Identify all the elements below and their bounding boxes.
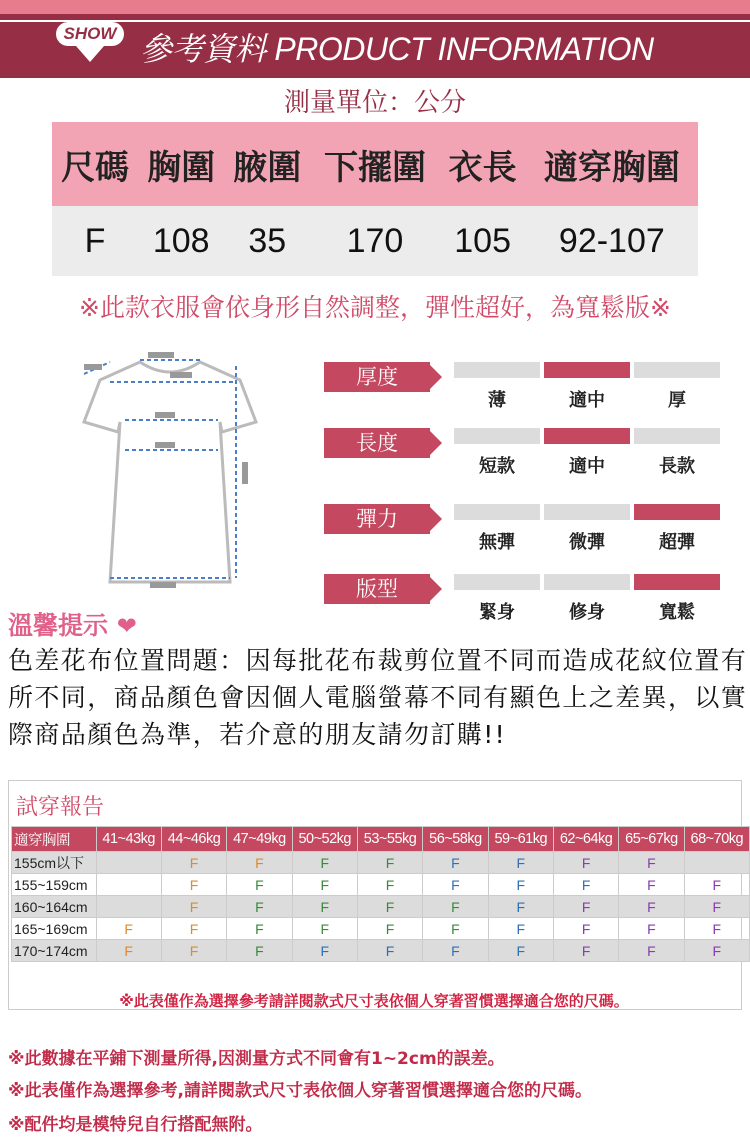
attr-segment-selected (634, 504, 720, 520)
report-cell: F (684, 896, 749, 918)
attr-segment (454, 574, 540, 590)
report-row-label: 170~174cm (12, 940, 97, 962)
size-cell: 105 (440, 206, 526, 276)
report-weight-header: 68~70kg (684, 827, 749, 852)
report-cell: F (684, 874, 749, 896)
attr-segment-selected (634, 574, 720, 590)
banner-top-stripe (0, 0, 750, 14)
size-cell: 35 (224, 206, 310, 276)
dress-diagram-icon (70, 352, 270, 590)
report-header-label: 適穿胸圍 (12, 827, 97, 852)
report-cell: F (357, 874, 422, 896)
heart-icon: ❤ (116, 612, 137, 640)
report-cell: F (357, 896, 422, 918)
size-cell: F (52, 206, 138, 276)
attr-segment-selected (544, 428, 630, 444)
report-weight-header: 65~67kg (619, 827, 684, 852)
report-cell: F (227, 852, 292, 874)
report-weight-header: 41~43kg (96, 827, 161, 852)
show-label: SHOW (63, 24, 117, 43)
report-cell: F (488, 918, 553, 940)
attr-label: 版型 (324, 574, 430, 604)
report-cell: F (619, 918, 684, 940)
tips-title-text: 溫馨提示 (8, 611, 109, 640)
report-weight-header: 44~46kg (161, 827, 226, 852)
report-cell: F (161, 852, 226, 874)
attr-label: 長度 (324, 428, 430, 458)
report-cell: F (619, 940, 684, 962)
report-row (12, 896, 750, 918)
report-cell: F (227, 896, 292, 918)
report-cell: F (423, 874, 488, 896)
report-cell: F (292, 940, 357, 962)
show-tab (56, 22, 124, 46)
report-cell: F (553, 852, 618, 874)
attr-option: 微彈 (569, 532, 605, 553)
attr-option: 薄 (488, 390, 506, 411)
attr-option: 厚 (668, 390, 686, 411)
size-table (52, 122, 698, 276)
arrow-right-icon (430, 365, 442, 389)
tips-body: 色差花布位置問題：因每批花布裁剪位置不同而造成花紋位置有所不同，商品顏色會因個人電腦螢幕不同有顯色上之差異，以實際商品顏色為準，若介意的朋友請勿訂購!! (8, 646, 748, 749)
arrow-right-icon (430, 507, 442, 531)
report-cell: F (423, 896, 488, 918)
size-cell: 170 (310, 206, 439, 276)
report-cell: F (553, 874, 618, 896)
report-cell: F (161, 874, 226, 896)
attr-option: 適中 (569, 390, 605, 411)
report-row-label: 155cm以下 (12, 852, 97, 874)
report-cell: F (96, 918, 161, 940)
measurement-unit: 測量單位：公分 (283, 88, 466, 118)
size-header-cell: 腋圍 (224, 122, 310, 206)
size-cell: 108 (138, 206, 224, 276)
attr-option: 長款 (659, 456, 695, 477)
report-cell: F (227, 940, 292, 962)
size-header-cell: 胸圍 (138, 122, 224, 206)
report-cell (684, 852, 749, 874)
report-cell: F (684, 918, 749, 940)
attr-segment-selected (544, 362, 630, 378)
arrow-right-icon (430, 431, 442, 455)
report-cell: F (96, 940, 161, 962)
attr-segment (634, 428, 720, 444)
attr-segment (454, 362, 540, 378)
attr-option: 寬鬆 (659, 602, 695, 623)
page-title: 參考資料 PRODUCT INFORMATION (140, 31, 654, 67)
report-cell (96, 874, 161, 896)
arrow-right-icon (430, 577, 442, 601)
report-note: ※此表僅作為選擇參考請詳閱款式尺寸表依個人穿著習慣選擇適合您的尺碼。 (119, 992, 629, 1010)
report-cell: F (619, 896, 684, 918)
report-header-row (12, 827, 750, 852)
report-weight-header: 50~52kg (292, 827, 357, 852)
report-weight-header: 56~58kg (423, 827, 488, 852)
footer-note: ※此數據在平鋪下測量所得,因測量方式不同會有1~2cm的誤差。 (8, 1049, 505, 1069)
report-weight-header: 62~64kg (553, 827, 618, 852)
attr-label: 厚度 (324, 362, 430, 392)
attr-segment (454, 428, 540, 444)
attr-option: 適中 (569, 456, 605, 477)
report-weight-header: 53~55kg (357, 827, 422, 852)
report-row (12, 918, 750, 940)
attr-option: 緊身 (479, 602, 515, 623)
report-cell: F (161, 896, 226, 918)
report-cell (96, 852, 161, 874)
show-pointer-icon (76, 46, 104, 62)
attr-option: 短款 (479, 456, 515, 477)
report-cell: F (292, 896, 357, 918)
size-header-cell: 適穿胸圍 (526, 122, 698, 206)
report-cell: F (227, 874, 292, 896)
size-cell: 92-107 (526, 206, 698, 276)
attr-option: 無彈 (479, 532, 515, 553)
report-table (11, 826, 750, 962)
size-header-cell: 衣長 (440, 122, 526, 206)
report-cell: F (553, 918, 618, 940)
report-row (12, 940, 750, 962)
attr-option: 超彈 (659, 532, 695, 553)
attr-segment (544, 574, 630, 590)
fit-note: ※此款衣服會依身形自然調整，彈性超好，為寬鬆版※ (79, 293, 671, 322)
report-row-label: 155~159cm (12, 874, 97, 896)
report-weight-header: 59~61kg (488, 827, 553, 852)
attr-label: 彈力 (324, 504, 430, 534)
report-row-label: 160~164cm (12, 896, 97, 918)
report-row-label: 165~169cm (12, 918, 97, 940)
report-cell: F (292, 918, 357, 940)
report-cell: F (292, 852, 357, 874)
report-cell: F (423, 918, 488, 940)
size-table-row (52, 206, 698, 276)
report-cell: F (488, 852, 553, 874)
report-cell: F (357, 940, 422, 962)
report-cell: F (684, 940, 749, 962)
footer-note: ※配件均是模特兒自行搭配無附。 (8, 1115, 263, 1135)
size-table-header (52, 122, 698, 206)
attr-segment (454, 504, 540, 520)
report-cell: F (553, 896, 618, 918)
report-cell: F (488, 874, 553, 896)
report-cell: F (357, 918, 422, 940)
report-cell (96, 896, 161, 918)
report-weight-header: 47~49kg (227, 827, 292, 852)
report-cell: F (488, 940, 553, 962)
report-cell: F (161, 940, 226, 962)
attr-segment (544, 504, 630, 520)
report-row (12, 852, 750, 874)
report-cell: F (423, 940, 488, 962)
attr-option: 修身 (569, 602, 605, 623)
report-cell: F (619, 874, 684, 896)
report-cell: F (553, 940, 618, 962)
report-cell: F (619, 852, 684, 874)
tips-title (8, 606, 137, 642)
report-row (12, 874, 750, 896)
report-cell: F (227, 918, 292, 940)
report-cell: F (161, 918, 226, 940)
report-cell: F (488, 896, 553, 918)
report-cell: F (423, 852, 488, 874)
attr-segment (634, 362, 720, 378)
report-cell: F (292, 874, 357, 896)
footer-note: ※此表僅作為選擇參考,請詳閱款式尺寸表依個人穿著習慣選擇適合您的尺碼。 (8, 1081, 592, 1101)
size-header-cell: 下擺圍 (310, 122, 439, 206)
report-cell: F (357, 852, 422, 874)
size-header-cell: 尺碼 (52, 122, 138, 206)
report-title: 試穿報告 (16, 795, 105, 820)
